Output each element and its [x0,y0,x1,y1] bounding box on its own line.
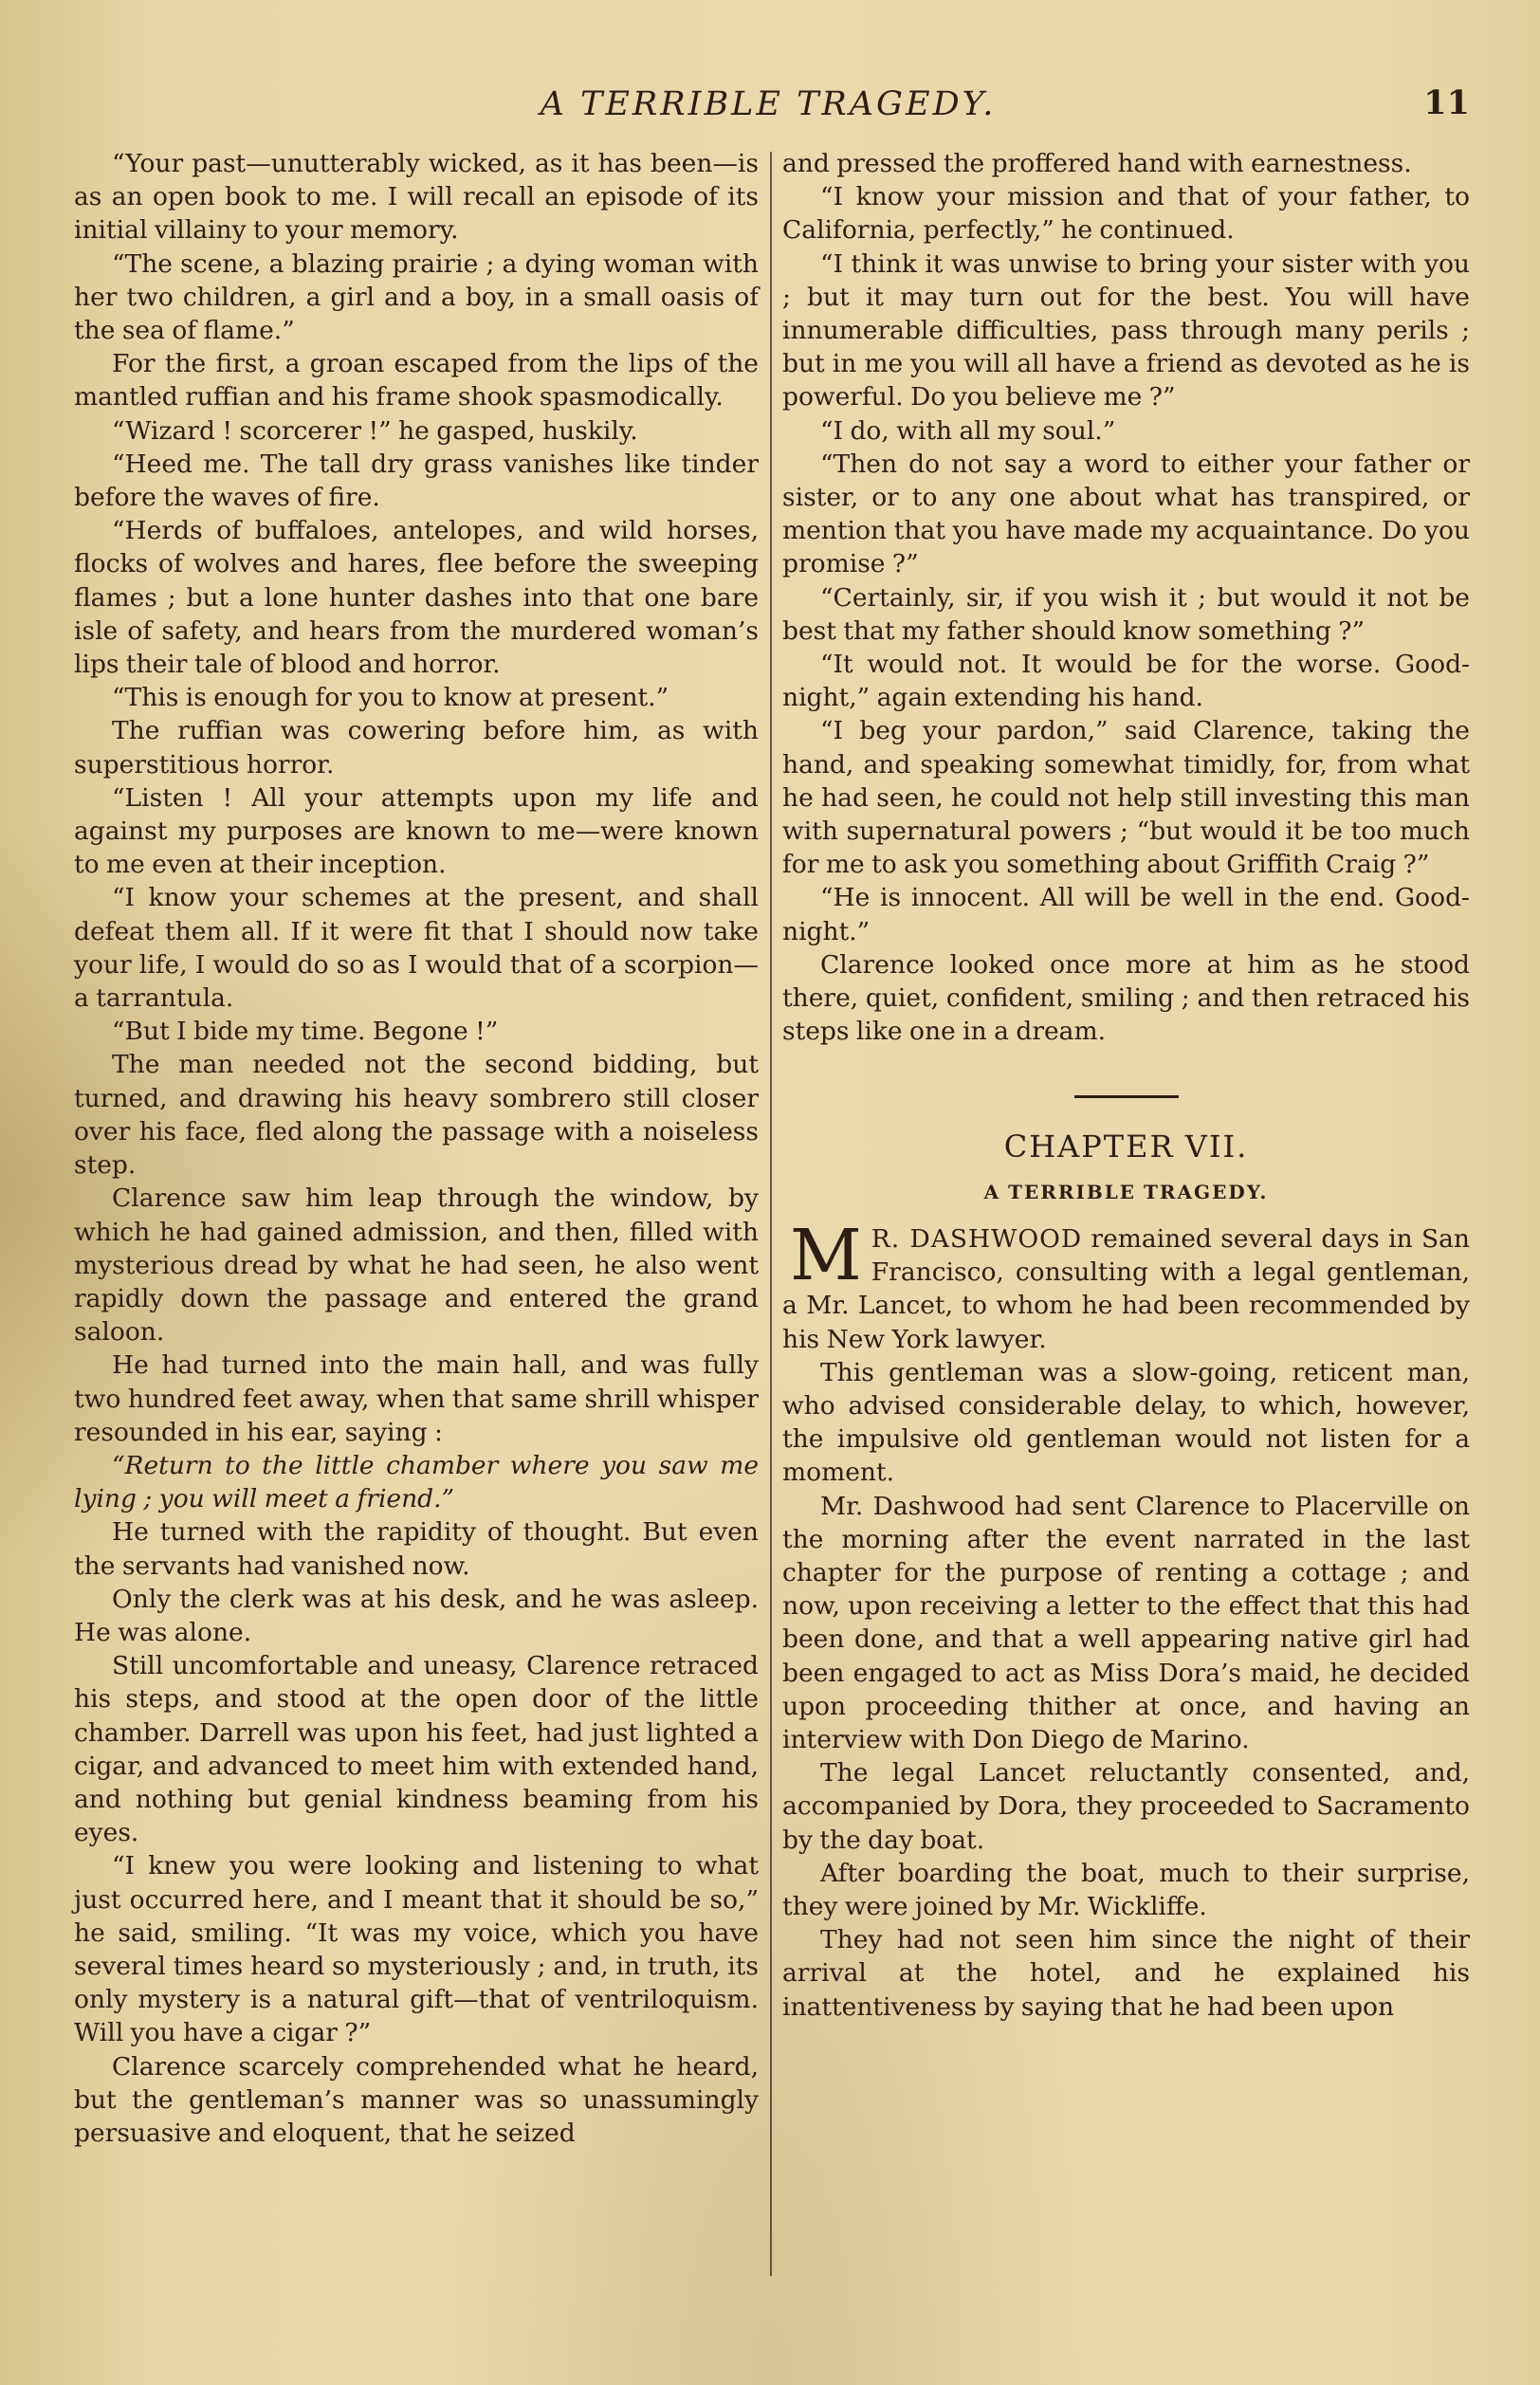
left-column [74,147,759,2309]
paragraph: Still uncomfortable and uneasy, Clarence retraced his steps, and stood at the open door of the little chamber. Darrell was upon his feet, had just lighted a cigar, and advanced to meet him with extended hand, and nothing but genial kindness beaming from his eyes. [74,1651,759,1848]
running-head: A TERRIBLE TRAGEDY. [540,85,997,123]
paragraph: “Certainly, sir, if you wish it ; but would it not be best that my father should know something ?” [782,582,1470,646]
paragraph: Clarence scarcely comprehended what he heard, but the gentleman’s manner was so unassumingly persuasive and eloquent, that he seized [74,2051,759,2148]
chapter-title: CHAPTER VII. [1003,1128,1249,1165]
paragraph: “Your past—unutterably wicked, as it has been—is as an open book to me. I will recall an episode of its initial villainy to your memory. [74,149,759,246]
column-rule [770,152,772,2276]
paragraph: “I do, with all my soul.” [820,415,1116,446]
paragraph: The man needed not the second bidding, but turned, and drawing his heavy sombrero still closer over his face, fled along the passage with a noiseless step. [74,1050,759,1181]
paragraph: “Then do not say a word to either your father or sister, or to any one about what has transpired, or mention that you have made my acquaintance. Do you promise ?” [782,449,1470,579]
whisper-text: “Return to the little chamber where you saw me lying ; you will meet a friend.” [74,1450,759,1514]
paragraph: He turned with the rapidity of thought. But even the servants had vanished now. [74,1517,759,1581]
whisper-line [74,1449,759,1515]
page-header [66,83,1470,131]
paragraph: This gentleman was a slow-going, reticent man, who advised considerable delay, to which, however, the impulsive old gentleman would not listen for a moment. [782,1357,1470,1488]
paragraph: Clarence saw him leap through the window, by which he had gained admission, and then, filled with mysterious dread by what he had seen, he also went rapidly down the passage and entered the grand saloon. [74,1183,759,1348]
paragraph: He had turned into the main hall, and was fully two hundred feet away, when that same shrill whisper resounded in his ear, saying : [74,1350,759,1447]
right-column [782,147,1470,2309]
paragraph: “I beg your pardon,” said Clarence, taking the hand, and speaking somewhat timidly, for, from what he had seen, he could not help still investing this man with supernatural powers ; “but would it be too much for me to ask you something about Griffith Craig ?” [782,716,1470,880]
chapter-subtitle: A TERRIBLE TRAGEDY. [983,1180,1269,1203]
paragraph: “I know your mission and that of your father, to California, perfectly,” he continued. [782,182,1470,246]
paragraph: After boarding the boat, much to their surprise, they were joined by Mr. Wickliffe. [782,1858,1470,1921]
paragraph: “Herds of buffaloes, antelopes, and wild horses, flocks of wolves and hares, flee before the sweeping flames ; but a lone hunter dashes into that one bare isle of safety, and hears from the murdered woman’s lips their tale of blood and horror. [74,516,759,680]
paragraph: “Listen ! All your attempts upon my life and against my purposes are known to me—were known to me even at their inception. [74,782,759,880]
opening-text: remained several days in San Francisco, consulting with a legal gentleman, a Mr. Lancet, to whom he had been recommended by his New York lawyer. [782,1223,1470,1354]
paragraph: “The scene, a blazing prairie ; a dying woman with her two children, a girl and a boy, in a small oasis of the sea of flame.” [74,248,759,346]
paragraph: Only the clerk was at his desk, and he was asleep. He was alone. [74,1584,759,1647]
chapter-opening-paragraph [782,1214,1470,1356]
paragraph: For the first, a groan escaped from the lips of the mantled ruffian and his frame shook spasmodically. [74,349,759,413]
paragraph: “Heed me. The tall dry grass vanishes like tinder before the waves of fire. [74,449,759,513]
paragraph: “Wizard ! scorcerer !” he gasped, huskily. [112,415,638,446]
paragraph: The ruffian was cowering before him, as with superstitious horror. [74,716,759,780]
paragraph: Clarence looked once more at him as he stood there, quiet, confident, smiling ; and then retraced his steps like one in a dream. [782,949,1470,1047]
section-divider [1074,1095,1179,1098]
drop-cap: M [790,1214,862,1296]
paragraph: The legal Lancet reluctantly consented, and, accompanied by Dora, they proceeded to Sacramento by the day boat. [782,1758,1470,1855]
paragraph: “I knew you were looking and listening to what just occurred here, and I meant that it should be so,” he said, smiling. “It was my voice, which you have several times heard so mysteriously ; and, in truth, its only mystery is a natural gift—that of ventriloquism. Will you have a cigar ?” [74,1851,759,2048]
paragraph: They had not seen him since the night of their arrival at the hotel, and he explained his inattentiveness by saying that he had been upon [782,1925,1470,2022]
paragraph: “He is innocent. All will be well in the end. Good-night.” [782,883,1470,946]
paragraph: “I think it was unwise to bring your sister with you ; but it may turn out for the best. You will have innumerable difficulties, pass through many perils ; but in me you will all have a friend as devoted as he is powerful. Do you believe me ?” [782,248,1470,413]
opening-words: R. DASHWOOD [871,1223,1083,1254]
paragraph: and pressed the proffered hand with earnestness. [782,149,1412,178]
page-number: 11 [1423,83,1470,122]
paragraph: Mr. Dashwood had sent Clarence to Placerville on the morning after the event narrated in the last chapter for the purpose of renting a cottage ; and now, upon receiving a letter to the effect that this had been done, and that a well appearing native girl had been engaged to act as Miss Dora’s maid, he decided upon proceeding thither at once, and having an interview with Don Diego de Marino. [782,1491,1470,1754]
paragraph: “It would not. It would be for the worse. Good-night,” again extending his hand. [782,650,1470,713]
paragraph: “I know your schemes at the present, and shall defeat them all. If it were fit that I should now take your life, I would do so as I would that of a scorpion—a tarrantula. [74,883,759,1014]
paragraph: “But I bide my time. Begone !” [112,1017,499,1047]
paragraph: “This is enough for you to know at present.” [112,683,669,713]
